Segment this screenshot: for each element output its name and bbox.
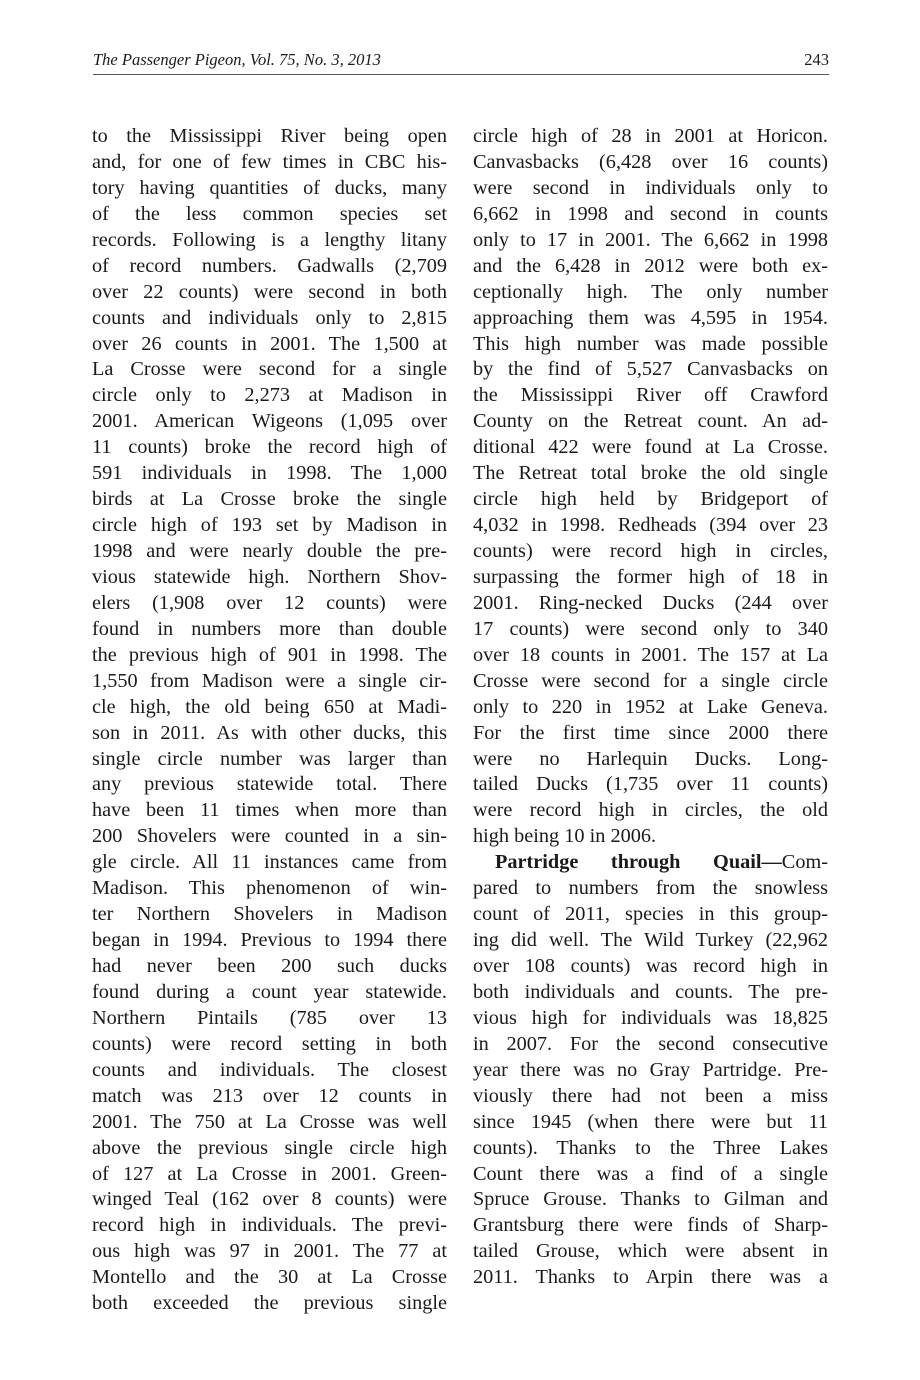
text-line: year there was no Gray Partridge. Pre- xyxy=(473,1058,828,1081)
text-line: pared to numbers from the snowless xyxy=(473,877,828,900)
text-line: high being 10 in 2006. xyxy=(473,825,657,848)
text-line: over 22 counts) were second in both xyxy=(92,280,447,303)
text-line: birds at La Crosse broke the single xyxy=(92,488,447,511)
text-line: circle only to 2,273 at Madison in xyxy=(92,384,447,407)
text-line: circle high of 193 set by Madison in xyxy=(92,514,447,537)
text-line: in 2007. For the second consecutive xyxy=(473,1032,828,1055)
text-line: 2001. Ring-necked Ducks (244 over xyxy=(473,591,828,614)
text-line: and, for one of few times in CBC his- xyxy=(92,150,447,173)
text-line: tory having quantities of ducks, many xyxy=(92,176,447,199)
text-line: 4,032 in 1998. Redheads (394 over 23 xyxy=(473,514,828,537)
text-line: approaching them was 4,595 in 1954. xyxy=(473,306,828,329)
text-line: the Mississippi River off Crawford xyxy=(473,384,828,407)
text-line: were no Harlequin Ducks. Long- xyxy=(473,747,828,770)
text-line: 6,662 in 1998 and second in counts xyxy=(473,202,828,225)
left-text-column xyxy=(92,124,447,1317)
text-line: both exceeded the previous single xyxy=(92,1292,447,1315)
right-text-column xyxy=(473,124,828,1291)
text-line: over 18 counts in 2001. The 157 at La xyxy=(473,643,828,666)
page-number: 243 xyxy=(804,50,829,69)
text-line: La Crosse were second for a single xyxy=(92,358,447,381)
text-line: tailed Grouse, which were absent in xyxy=(473,1240,828,1263)
text-line: ceptionally high. The only number xyxy=(473,280,828,303)
text-line: counts and individuals only to 2,815 xyxy=(92,306,447,329)
text-line: 1998 and were nearly double the pre- xyxy=(92,540,447,562)
text-line: ditional 422 were found at La Crosse. xyxy=(473,436,828,459)
journal-title: The Passenger Pigeon, Vol. 75, No. 3, 2013 xyxy=(93,50,381,69)
text-line: had never been 200 such ducks xyxy=(92,955,447,977)
text-line: were second in individuals only to xyxy=(473,176,828,199)
text-line: For the first time since 2000 there xyxy=(473,721,828,744)
text-line: match was 213 over 12 counts in xyxy=(92,1084,447,1107)
text-line: counts). Thanks to the Three Lakes xyxy=(473,1136,828,1159)
text-line: ter Northern Shovelers in Madison xyxy=(92,903,447,926)
text-line: counts and individuals. The closest xyxy=(92,1058,447,1081)
text-line: Crosse were second for a single circle xyxy=(473,669,828,692)
text-line: Grantsburg there were finds of Sharp- xyxy=(473,1214,828,1237)
text-line: found during a count year statewide. xyxy=(92,980,447,1003)
text-line: 17 counts) were second only to 340 xyxy=(473,617,828,640)
text-line: gle circle. All 11 instances came from xyxy=(92,851,447,874)
section-heading: Partridge through Quail— xyxy=(495,851,782,874)
text-line: surpassing the former high of 18 in xyxy=(473,565,828,588)
text-line: ous high was 97 in 2001. The 77 at xyxy=(92,1240,447,1263)
text-line: of 127 at La Crosse in 2001. Green- xyxy=(92,1162,447,1185)
text-line: elers (1,908 over 12 counts) were xyxy=(92,591,447,614)
section-heading-continuation: Com- xyxy=(781,851,828,874)
text-line: 11 counts) broke the record high of xyxy=(92,436,447,459)
text-line: only to 17 in 2001. The 6,662 in 1998 xyxy=(473,228,828,251)
text-line: only to 220 in 1952 at Lake Geneva. xyxy=(473,695,828,718)
text-line: tailed Ducks (1,735 over 11 counts) xyxy=(473,773,828,796)
text-line: since 1945 (when there were but 11 xyxy=(473,1110,828,1133)
text-line: circle high held by Bridgeport of xyxy=(473,488,828,511)
text-line: count of 2011, species in this group- xyxy=(473,903,828,926)
text-line: and the 6,428 in 2012 were both ex- xyxy=(473,254,828,277)
text-line: winged Teal (162 over 8 counts) were xyxy=(92,1188,447,1211)
text-line: This high number was made possible xyxy=(473,332,828,355)
text-line: record high in individuals. The previ- xyxy=(92,1214,447,1237)
text-line: 1,550 from Madison were a single cir- xyxy=(92,669,447,692)
text-line: 2001. The 750 at La Crosse was well xyxy=(92,1110,447,1133)
text-line: single circle number was larger than xyxy=(92,747,447,770)
text-line: both individuals and counts. The pre- xyxy=(473,980,828,1003)
text-line: cle high, the old being 650 at Madi- xyxy=(92,695,447,718)
section-heading-line xyxy=(473,850,828,876)
text-line: viously there had not been a miss xyxy=(473,1084,828,1107)
text-line: of the less common species set xyxy=(92,202,447,225)
text-line: Count there was a find of a single xyxy=(473,1162,828,1185)
text-line: circle high of 28 in 2001 at Horicon. xyxy=(473,125,828,147)
text-line: vious statewide high. Northern Shov- xyxy=(92,565,447,588)
page-header xyxy=(93,50,829,75)
text-line: County on the Retreat count. An ad- xyxy=(473,410,828,433)
text-line: counts) were record setting in both xyxy=(92,1032,447,1055)
text-line: 591 individuals in 1998. The 1,000 xyxy=(92,462,447,485)
text-line: began in 1994. Previous to 1994 there xyxy=(92,929,447,952)
text-line: Madison. This phenomenon of win- xyxy=(92,877,447,900)
text-line: Montello and the 30 at La Crosse xyxy=(92,1266,447,1289)
text-line: Canvasbacks (6,428 over 16 counts) xyxy=(473,150,828,173)
text-line: Spruce Grouse. Thanks to Gilman and xyxy=(473,1188,828,1211)
text-line: Northern Pintails (785 over 13 xyxy=(92,1006,447,1029)
text-line: any previous statewide total. There xyxy=(92,773,447,796)
text-line: 2001. American Wigeons (1,095 over xyxy=(92,410,447,433)
text-line: were record high in circles, the old xyxy=(473,799,828,822)
text-line: 2011. Thanks to Arpin there was a xyxy=(473,1266,828,1289)
text-line: son in 2011. As with other ducks, this xyxy=(92,721,447,744)
text-line: by the find of 5,527 Canvasbacks on xyxy=(473,358,828,381)
text-line: records. Following is a lengthy litany xyxy=(92,228,447,251)
text-line: have been 11 times when more than xyxy=(92,799,447,822)
text-line: 200 Shovelers were counted in a sin- xyxy=(92,825,447,848)
text-line: ing did well. The Wild Turkey (22,962 xyxy=(473,929,828,952)
text-line: The Retreat total broke the old single xyxy=(473,462,828,485)
text-line: of record numbers. Gadwalls (2,709 xyxy=(92,254,447,277)
text-line: vious high for individuals was 18,825 xyxy=(473,1006,828,1029)
text-line: above the previous single circle high xyxy=(92,1136,447,1159)
text-line: over 108 counts) was record high in xyxy=(473,955,828,977)
text-line: found in numbers more than double xyxy=(92,617,447,640)
text-line: to the Mississippi River being open xyxy=(92,125,447,147)
text-line: the previous high of 901 in 1998. The xyxy=(92,643,447,666)
text-line: over 26 counts in 2001. The 1,500 at xyxy=(92,332,447,355)
text-line: counts) were record high in circles, xyxy=(473,540,828,562)
